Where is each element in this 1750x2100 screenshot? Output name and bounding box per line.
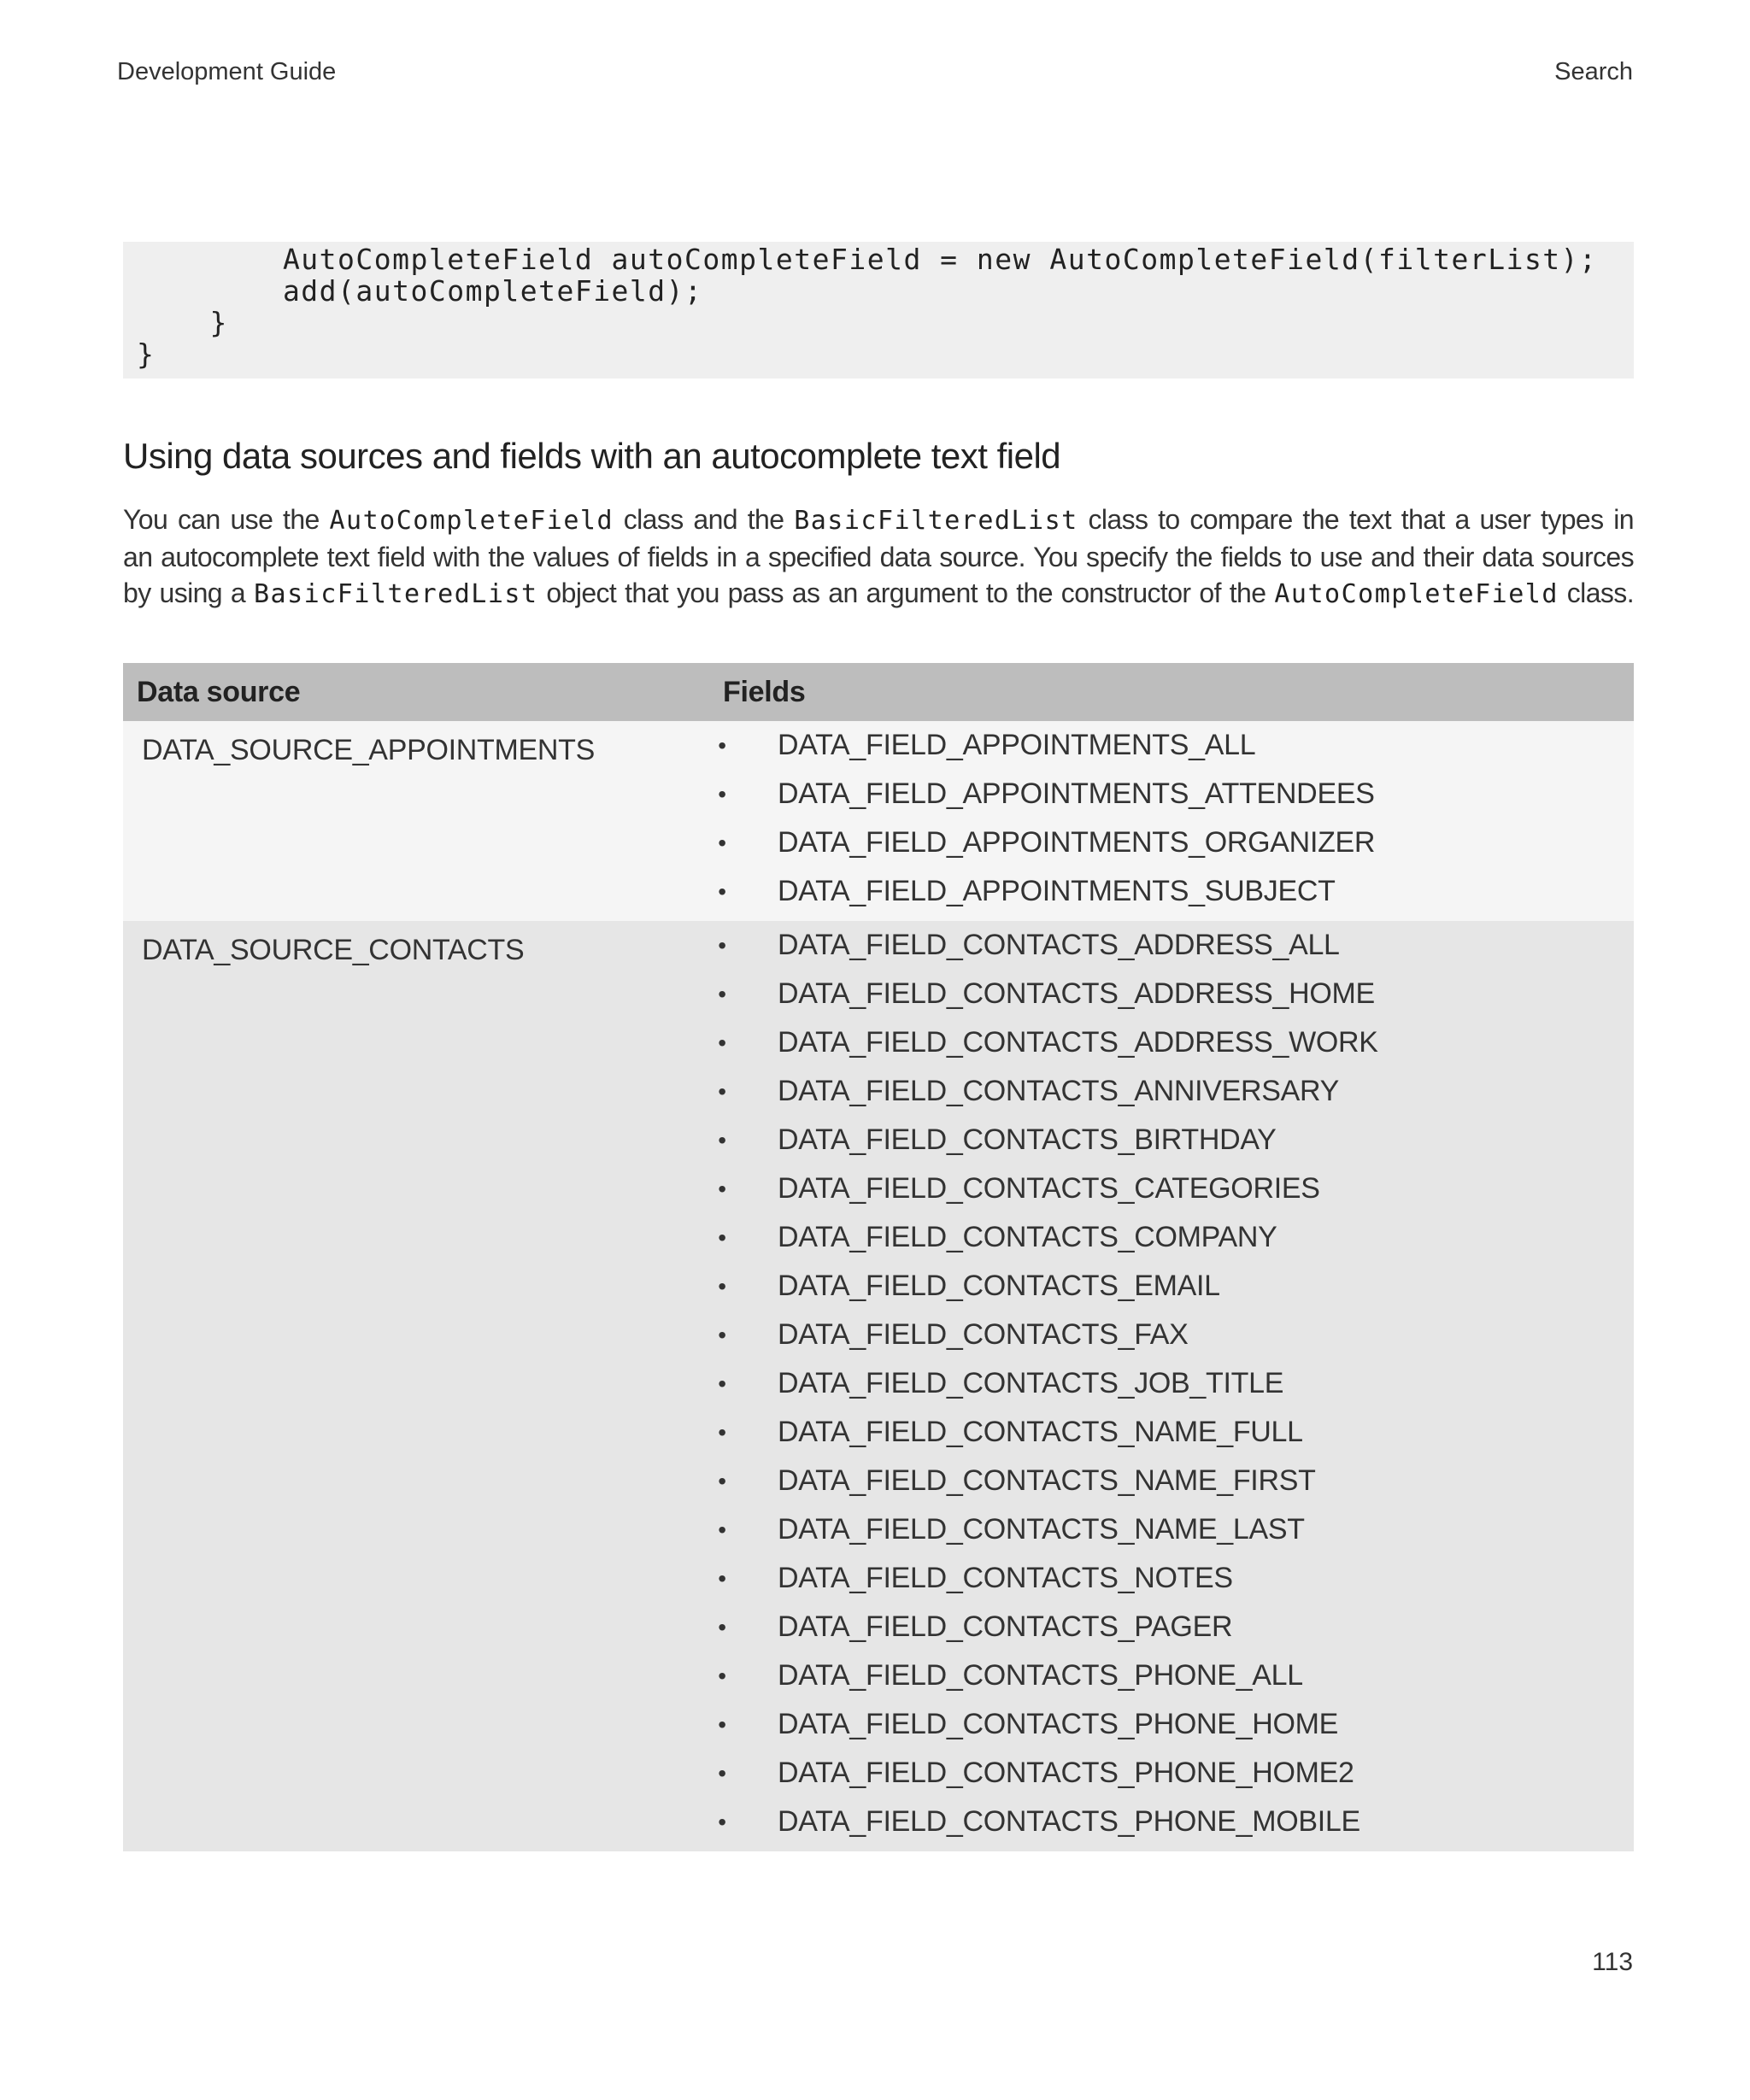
intro-line-2: an autocomplete text field with the values of fields in a specified data source. You specify the fields to use and their data sources [123,542,1634,572]
chapter-title: Search [1554,58,1633,85]
table-body [123,721,1634,1851]
bullet-icon: • [718,1516,726,1543]
table-row [123,921,1634,1851]
bullet-icon: • [718,1468,726,1494]
bullet-icon: • [718,1176,726,1202]
bullet-icon: • [718,830,726,856]
bullet-icon: • [718,1760,726,1786]
field-name: DATA_FIELD_CONTACTS_PHONE_HOME [778,1708,1339,1740]
bullet-icon: • [718,1419,726,1446]
bullet-icon: • [718,1711,726,1738]
list-item [709,1700,1634,1749]
bullet-icon: • [718,1370,726,1397]
data-source-name: DATA_SOURCE_APPOINTMENTS [142,734,595,766]
data-source-cell [123,921,709,1851]
field-name: DATA_FIELD_CONTACTS_NAME_FULL [778,1416,1303,1448]
bullet-icon: • [718,1663,726,1689]
field-name: DATA_FIELD_CONTACTS_CATEGORIES [778,1172,1320,1205]
bullet-icon: • [718,1565,726,1592]
field-list [709,721,1634,921]
bullet-icon: • [718,981,726,1007]
list-item [709,1457,1634,1505]
bullet-icon: • [718,732,726,759]
fields-cell [709,921,1634,1851]
list-item [709,867,1634,916]
data-source-name: DATA_SOURCE_CONTACTS [142,934,525,966]
code-line: add(autoCompleteField); [137,274,703,308]
section-heading: Using data sources and fields with an autocomplete text field [123,436,1061,476]
table-row [123,721,1634,921]
class-name-code: BasicFilteredList [253,579,538,609]
table-header-row [123,663,1634,721]
field-name: DATA_FIELD_CONTACTS_NOTES [778,1562,1233,1594]
data-source-fields-table [123,663,1634,1851]
list-item [709,921,1634,970]
list-item [709,1798,1634,1846]
bullet-icon: • [718,1224,726,1251]
bullet-icon: • [718,781,726,807]
list-item [709,1749,1634,1798]
list-item [709,818,1634,867]
list-item [709,1359,1634,1408]
bullet-icon: • [718,878,726,905]
list-item [709,1505,1634,1554]
class-name-code: BasicFilteredList [794,506,1078,536]
list-item [709,1213,1634,1262]
list-item [709,721,1634,770]
field-name: DATA_FIELD_CONTACTS_PHONE_ALL [778,1659,1303,1692]
class-name-code: AutoCompleteField [1274,579,1559,609]
bullet-icon: • [718,1322,726,1348]
bullet-icon: • [718,1127,726,1153]
intro-paragraph [123,502,1634,613]
list-item [709,1311,1634,1359]
list-item [709,1262,1634,1311]
list-item [709,1651,1634,1700]
code-line: AutoCompleteField autoCompleteField = new AutoCompleteField(filterList); [137,243,1598,276]
code-line: } [137,337,156,371]
field-name: DATA_FIELD_CONTACTS_ADDRESS_ALL [778,929,1340,961]
intro-line-3: by using a BasicFilteredList object that you pass as an argument to the constructor of the AutoCompleteField class. [123,578,1634,609]
field-name: DATA_FIELD_CONTACTS_ADDRESS_WORK [778,1026,1378,1059]
list-item [709,1067,1634,1116]
bullet-icon: • [718,1273,726,1299]
list-item [709,1164,1634,1213]
field-name: DATA_FIELD_CONTACTS_NAME_LAST [778,1513,1305,1546]
field-name: DATA_FIELD_CONTACTS_PHONE_HOME2 [778,1757,1354,1789]
list-item [709,1018,1634,1067]
field-name: DATA_FIELD_CONTACTS_PHONE_MOBILE [778,1805,1360,1838]
field-name: DATA_FIELD_CONTACTS_ANNIVERSARY [778,1075,1340,1107]
bullet-icon: • [718,1614,726,1640]
document-title: Development Guide [117,58,337,85]
data-source-cell [123,721,709,921]
class-name-code: AutoCompleteField [329,506,614,536]
field-name: DATA_FIELD_CONTACTS_NAME_FIRST [778,1464,1316,1497]
code-listing [137,242,1634,370]
field-name: DATA_FIELD_CONTACTS_JOB_TITLE [778,1367,1284,1399]
running-header [117,58,1633,92]
bullet-icon: • [718,1809,726,1835]
field-name: DATA_FIELD_CONTACTS_COMPANY [778,1221,1277,1253]
field-name: DATA_FIELD_APPOINTMENTS_SUBJECT [778,875,1336,907]
column-header-fields: Fields [709,663,1634,721]
bullet-icon: • [718,1078,726,1105]
list-item [709,770,1634,818]
field-list [709,921,1634,1851]
field-name: DATA_FIELD_CONTACTS_EMAIL [778,1270,1220,1302]
intro-line-1: You can use the AutoCompleteField class and the BasicFilteredList class to compare the text that a user types in [123,504,1634,536]
list-item [709,1603,1634,1651]
column-header-data-source: Data source [123,663,709,721]
field-name: DATA_FIELD_APPOINTMENTS_ATTENDEES [778,777,1375,810]
list-item [709,1554,1634,1603]
list-item [709,1408,1634,1457]
code-block [123,242,1634,378]
field-name: DATA_FIELD_CONTACTS_BIRTHDAY [778,1123,1277,1156]
page-number: 113 [1592,1948,1633,1976]
code-line: } [137,306,228,339]
list-item [709,970,1634,1018]
bullet-icon: • [718,1029,726,1056]
list-item [709,1116,1634,1164]
field-name: DATA_FIELD_CONTACTS_FAX [778,1318,1189,1351]
fields-cell [709,721,1634,921]
bullet-icon: • [718,932,726,959]
field-name: DATA_FIELD_CONTACTS_PAGER [778,1610,1233,1643]
field-name: DATA_FIELD_CONTACTS_ADDRESS_HOME [778,977,1375,1010]
field-name: DATA_FIELD_APPOINTMENTS_ALL [778,729,1256,761]
field-name: DATA_FIELD_APPOINTMENTS_ORGANIZER [778,826,1376,859]
